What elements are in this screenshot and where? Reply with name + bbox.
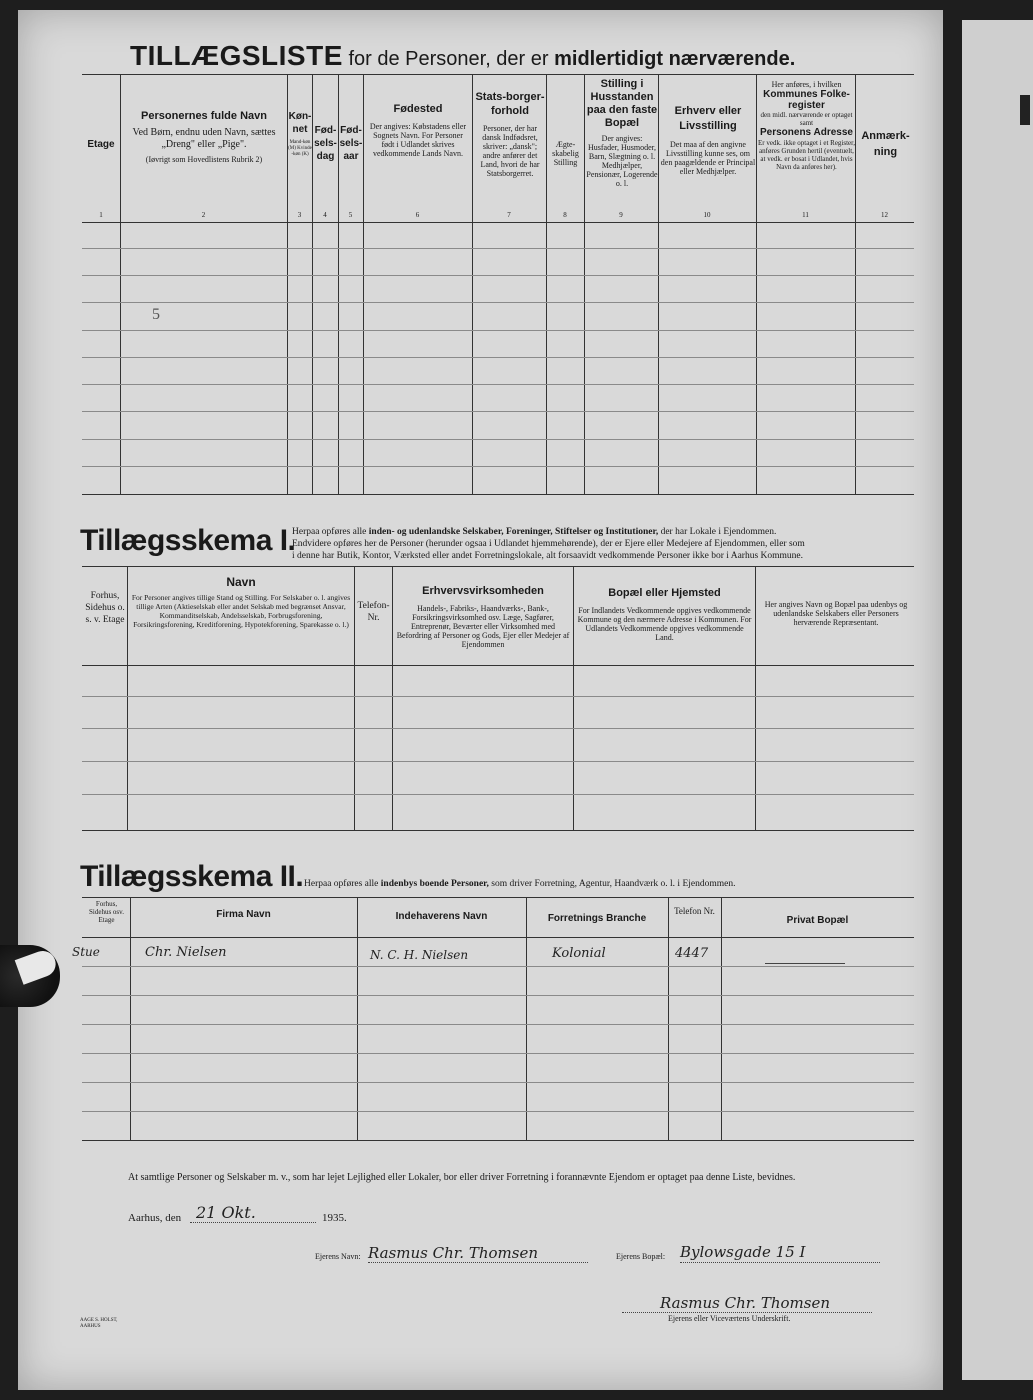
skema2-desc-c: som driver Forretning, Agentur, Haandværk o. l. i Ejendommen. bbox=[488, 879, 736, 889]
col-num-10: 10 bbox=[703, 211, 711, 219]
col-folkeregister-head: Kommunes Folke-register bbox=[763, 89, 850, 111]
footer-owner: Rasmus Chr. Thomsen bbox=[368, 1244, 538, 1262]
skema2-col-indehaver: Indehaverens Navn bbox=[395, 911, 488, 922]
col-foedested-sub: Der angives: Købstadens eller Sognets Navn. For Personer født i Udlandet skrives vedkommende Lands Navn. bbox=[369, 122, 467, 158]
col-navn-head: Personernes fulde Navn bbox=[141, 110, 267, 122]
col-num-2: 2 bbox=[201, 211, 206, 219]
footer-address-dotline bbox=[680, 1262, 880, 1263]
col-foedested-header bbox=[366, 103, 470, 158]
skema2-row1-indehaver: N. C. H. Nielsen bbox=[370, 948, 469, 962]
skema1-col-navn-header bbox=[130, 576, 352, 629]
col-navn-note: (Iøvrigt som Hovedlistens Rubrik 2) bbox=[145, 155, 263, 164]
col-num-12: 12 bbox=[881, 211, 888, 219]
col-folkeregister-sub2: den midl. nærværende er optaget samt bbox=[760, 111, 853, 127]
col-navn-sub: Ved Børn, endnu uden Navn, sættes „Dreng" eller „Pige". bbox=[132, 127, 276, 150]
footer-owner-label: Ejerens Navn: bbox=[315, 1252, 361, 1261]
footer-signature-dotline bbox=[622, 1312, 872, 1313]
title-bold: midlertidigt nærværende. bbox=[554, 48, 796, 70]
page-title bbox=[130, 40, 910, 72]
col-erhverv-header bbox=[660, 104, 756, 176]
skema1-col-etage: Forhus, Sidehus o. s. v. Etage bbox=[85, 591, 125, 625]
skema1-col-erhverv-head: Erhvervsvirksomheden bbox=[422, 585, 544, 597]
col-num-6: 6 bbox=[415, 211, 420, 219]
col-erhverv-sub: Det maa af den angivne Livsstilling kunne ses, om den paagældende er Principal eller Medhjælper. bbox=[660, 140, 756, 176]
col-num-11: 11 bbox=[802, 211, 809, 219]
skema2-row1-firma: Chr. Nielsen bbox=[145, 945, 227, 960]
skema2-col-telefon: Telefon Nr. bbox=[674, 906, 715, 916]
skema2-row1-telefon: 4447 bbox=[675, 946, 709, 961]
skema2-desc-b: indenbys boende Personer, bbox=[380, 879, 489, 889]
col-num-3: 3 bbox=[297, 211, 302, 219]
footer-signature: Rasmus Chr. Thomsen bbox=[660, 1294, 830, 1312]
skema1-desc3: i denne har Butik, Kontor, Værksted eller andet Forretningslokale, alt forsaavidt vedkommende Personer ikke bor i Aarhus Kommune. bbox=[292, 551, 804, 561]
col-foedselsdag-head: Fød-sels-dag bbox=[314, 125, 337, 162]
skema2-desc-a: Herpaa opføres alle bbox=[304, 879, 381, 889]
footer-date: 21 Okt. bbox=[196, 1203, 256, 1222]
col-folkeregister-sub: Er vedk. ikke optaget i et Register, anføres Grunden hertil (eventuelt, at vedk. er bosat i Udlandet, hvis Navn da anføres her). bbox=[758, 139, 855, 171]
footer-printer: AAGE S. HOLST, AARHUS bbox=[80, 1318, 118, 1329]
skema1-desc1-a: Herpaa opføres alle bbox=[292, 527, 369, 537]
footer-place: Aarhus, bbox=[128, 1212, 163, 1224]
page-edge-mark bbox=[1020, 95, 1030, 125]
footer-date-line bbox=[128, 1212, 181, 1224]
col-num-5: 5 bbox=[348, 211, 353, 219]
skema2-row1-branche: Kolonial bbox=[552, 946, 606, 961]
footer-address-label: Ejerens Bopæl: bbox=[616, 1252, 666, 1261]
skema1-col-bopael-head: Bopæl eller Hjemsted bbox=[608, 587, 721, 599]
skema2-title: Tillægsskema II. bbox=[80, 860, 304, 893]
skema2-col-privat: Privat Bopæl bbox=[786, 915, 849, 926]
col-num-8: 8 bbox=[563, 211, 567, 219]
col-num-9: 9 bbox=[619, 211, 623, 219]
col-koen-head: Køn-net bbox=[288, 111, 312, 135]
footer-owner-dotline bbox=[368, 1262, 588, 1263]
skema1-title: Tillægsskema I. bbox=[80, 524, 296, 557]
col-statsborger-head: Stats-borger-forhold bbox=[475, 91, 545, 117]
adjacent-page bbox=[962, 20, 1033, 1380]
col-koen-sub: Mand-køn (M) Kvinde-køn (K) bbox=[288, 140, 312, 157]
col-etage-head: Etage bbox=[87, 139, 115, 150]
skema2-description bbox=[304, 879, 924, 889]
skema1-col-telefon: Telefon-Nr. bbox=[357, 601, 390, 623]
skema1-col-bopael-header bbox=[576, 587, 753, 642]
skema2-col-branche: Forretnings Branche bbox=[547, 913, 647, 924]
col-foedselsaar-head: Fød-sels-aar bbox=[339, 125, 363, 162]
skema1-col-repraesentant: Her angives Navn og Bopæl paa udenbys og udenlandske Selskabers eller Personers herværende Repræsentant. bbox=[764, 600, 908, 627]
skema2-row1-etage: Stue bbox=[72, 945, 100, 959]
footer-den: den bbox=[162, 1212, 182, 1224]
col-num-1: 1 bbox=[99, 211, 103, 219]
title-main: TILLÆGSLISTE bbox=[130, 40, 343, 71]
skema2-row1-privat-dash bbox=[765, 963, 845, 964]
skema1-desc2: Endvidere opføres her de Personer (herunder ogsaa i Udlandet hjemmehørende), der er Ejere eller Medejere af Ejendommen, eller som bbox=[292, 539, 805, 549]
col-stilling-sub: Der angives: Husfader, Husmoder, Barn, Slægtning o. l. Medhjælper, Pensionær, Logerende o. l. bbox=[586, 134, 658, 188]
col-navn-header bbox=[122, 110, 286, 164]
col-folkeregister-head2: Personens Adresse bbox=[759, 127, 853, 138]
col-stilling-head: Stilling i Husstanden paa den faste Bopæl bbox=[586, 78, 658, 129]
footer-statement: At samtlige Personer og Selskaber m. v., som har lejet Lejlighed eller Lokaler, bor eller driver Forretning i forannævnte Ejendom er optaget paa denne Liste, bevidnes. bbox=[128, 1172, 796, 1183]
col-num-4: 4 bbox=[323, 211, 327, 219]
footer-year: 1935. bbox=[322, 1212, 347, 1224]
col-folkeregister-pre: Her anføres, i hvilken bbox=[771, 80, 842, 89]
skema1-col-navn-sub: For Personer angives tillige Stand og Stilling. For Selskaber o. l. angives tillige Arten (Aktieselskab eller andet Selskab med begrænset Ansvar, Kommanditselskab, Andelsselskab, Forbrugsforening, Forsikringsforening, Kreditforening, Hypotekforening, Sparekasse o. l.) bbox=[131, 593, 351, 629]
skema1-col-erhverv-header bbox=[395, 585, 571, 649]
col-num-7: 7 bbox=[507, 211, 511, 219]
col-foedested-head: Fødested bbox=[393, 103, 443, 115]
skema1-col-erhverv-sub: Handels-, Fabriks-, Haandværks-, Bank-, Forsikringsvirksomhed osv. Læge, Sagfører, Entreprenør, Beværter eller Virksomhed med Befordring af Personer og Gods, Ejer eller Medejer af Ejendommen bbox=[396, 604, 570, 649]
col-erhverv-head: Erhverv eller Livsstilling bbox=[674, 105, 742, 132]
skema1-col-bopael-sub: For Indlandets Vedkommende opgives vedkommende Kommune og den nærmere Adresse i Kommunen. For Udlandets Vedkommende opgives vedkommende Land. bbox=[577, 606, 752, 642]
col-anmaerkning-head: Anmærk-ning bbox=[861, 130, 910, 158]
skema1-desc1-b: inden- og udenlandske Selskaber, Foreninger, Stiftelser og Institutioner, bbox=[368, 527, 659, 537]
skema2-col-firma: Firma Navn bbox=[216, 909, 271, 920]
footer-address: Bylowsgade 15 I bbox=[680, 1243, 806, 1261]
skema2-col-etage: Forhus, Sidehus osv. Etage bbox=[89, 900, 124, 924]
skema1-description bbox=[292, 526, 922, 562]
col-aegteskab-sub: Ægte-skabelig Stilling bbox=[552, 140, 579, 167]
footer-sign-label: Ejerens eller Viceværtens Underskrift. bbox=[668, 1314, 791, 1323]
col-statsborger-header bbox=[474, 90, 546, 178]
footer-date-dotline bbox=[190, 1222, 316, 1223]
skema1-col-navn-head: Navn bbox=[226, 575, 256, 589]
col-koen-header bbox=[288, 110, 312, 158]
col-statsborger-sub: Personer, der har dansk Indfødsret, skriver: „dansk"; andre anfører det Land, hvori de har Statsborgerret. bbox=[480, 124, 540, 178]
col-stilling-header bbox=[586, 78, 658, 188]
title-rest: for de Personer, der er bbox=[342, 48, 555, 70]
faint-stamp: 5 bbox=[152, 306, 160, 323]
col-folkeregister-header bbox=[758, 80, 855, 171]
skema1-desc1-c: der har Lokale i Ejendommen. bbox=[658, 527, 777, 537]
